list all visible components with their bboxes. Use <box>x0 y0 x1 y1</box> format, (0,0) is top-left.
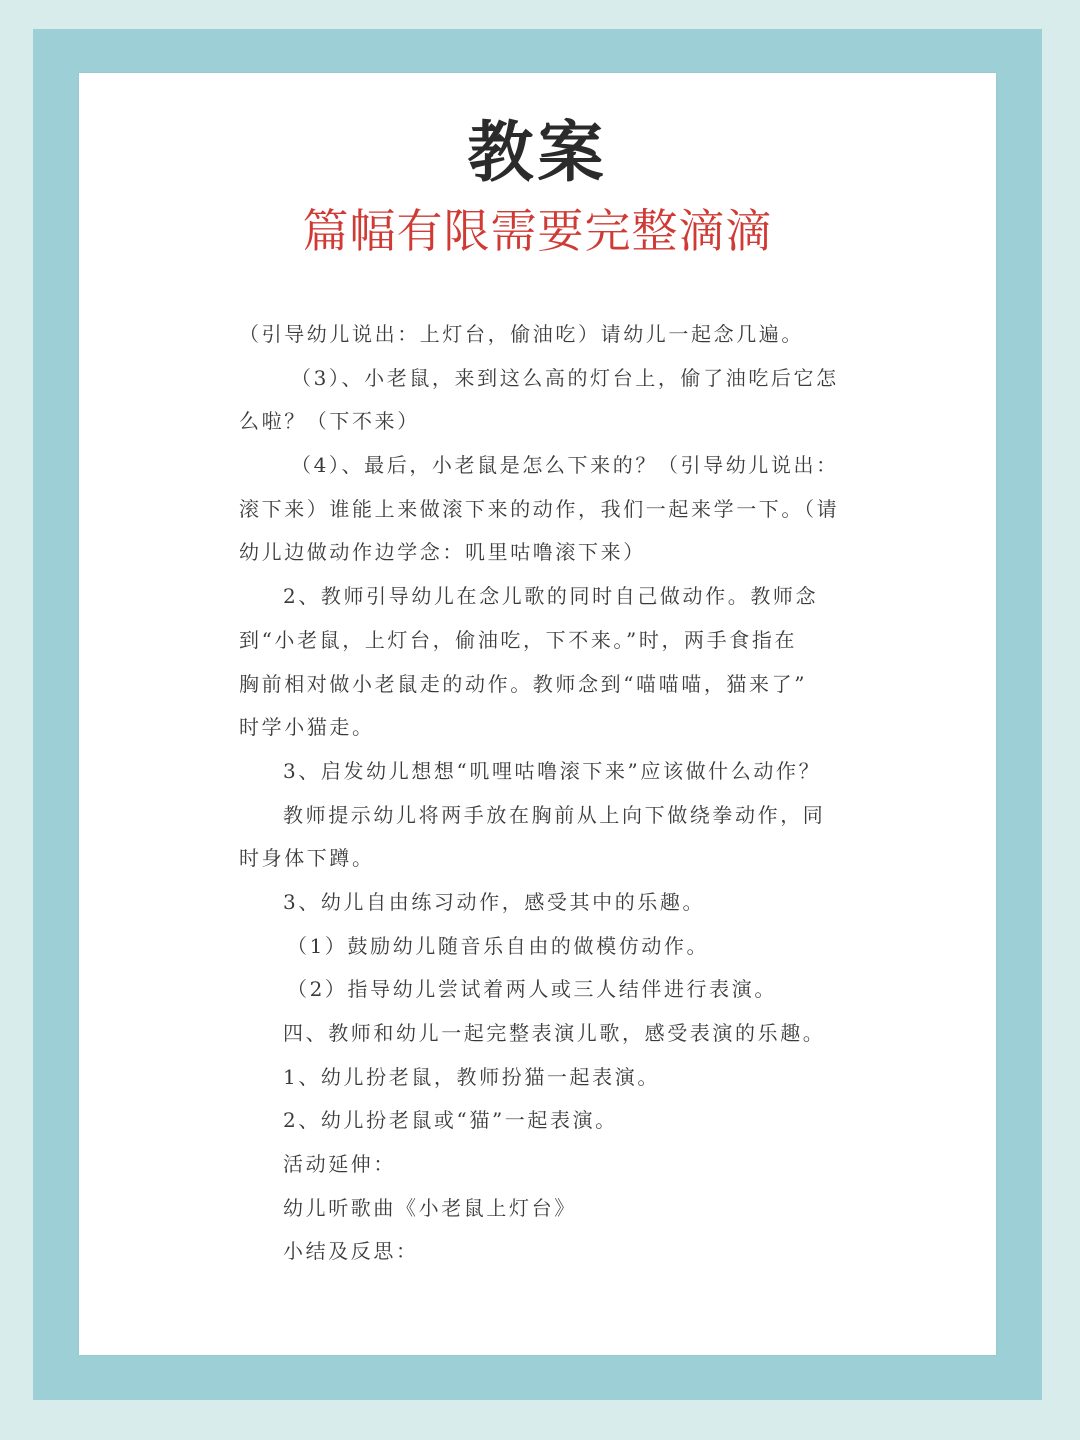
text-line: 2、教师引导幼儿在念儿歌的同时自己做动作。教师念 <box>283 584 819 609</box>
document-page <box>79 73 996 1355</box>
text-line: 到“小老鼠，上灯台，偷油吃，下不来。”时，两手食指在 <box>239 627 798 652</box>
page-subtitle: 篇幅有限需要完整滴滴 <box>302 204 773 258</box>
text-line: 时身体下蹲。 <box>239 846 375 871</box>
text-line: 活动延伸： <box>283 1152 396 1177</box>
page-title: 教案 <box>467 114 608 191</box>
text-line: （1）鼓励幼儿随音乐自由的做模仿动作。 <box>287 933 710 958</box>
text-line: 幼儿边做动作边学念：叽里咕噜滚下来） <box>239 540 646 565</box>
text-line: （3）、小老鼠，来到这么高的灯台上，偷了油吃后它怎 <box>291 365 839 390</box>
text-line: 幼儿听歌曲《小老鼠上灯台》 <box>283 1195 577 1220</box>
text-line: 四、教师和幼儿一起完整表演儿歌，感受表演的乐趣。 <box>283 1021 826 1045</box>
text-line: （4）、最后，小老鼠是怎么下来的？（引导幼儿说出： <box>291 453 839 478</box>
text-line: 胸前相对做小老鼠走的动作。教师念到“喵喵喵，猫来了” <box>239 671 808 696</box>
text-line: 3、启发幼儿想想“叽哩咕噜滚下来”应该做什么动作？ <box>283 758 822 783</box>
text-line: 小结及反思： <box>283 1239 419 1264</box>
text-line: （引导幼儿说出：上灯台，偷油吃）请幼儿一起念几遍。 <box>239 322 804 346</box>
text-line: 时学小猫走。 <box>239 715 375 740</box>
text-line: 3、幼儿自由练习动作，感受其中的乐趣。 <box>283 889 706 914</box>
text-line: 教师提示幼儿将两手放在胸前从上向下做绕拳动作，同 <box>283 802 826 827</box>
text-line: 滚下来）谁能上来做滚下来的动作，我们一起来学一下。（请 <box>239 496 840 521</box>
text-line: （2）指导幼儿尝试着两人或三人结伴进行表演。 <box>287 977 777 1002</box>
text-line: 么啦？（下不来） <box>239 409 420 434</box>
text-line: 2、幼儿扮老鼠或“猫”一起表演。 <box>283 1108 618 1133</box>
text-line: 1、幼儿扮老鼠，教师扮猫一起表演。 <box>283 1064 660 1089</box>
document-body <box>239 313 840 1274</box>
